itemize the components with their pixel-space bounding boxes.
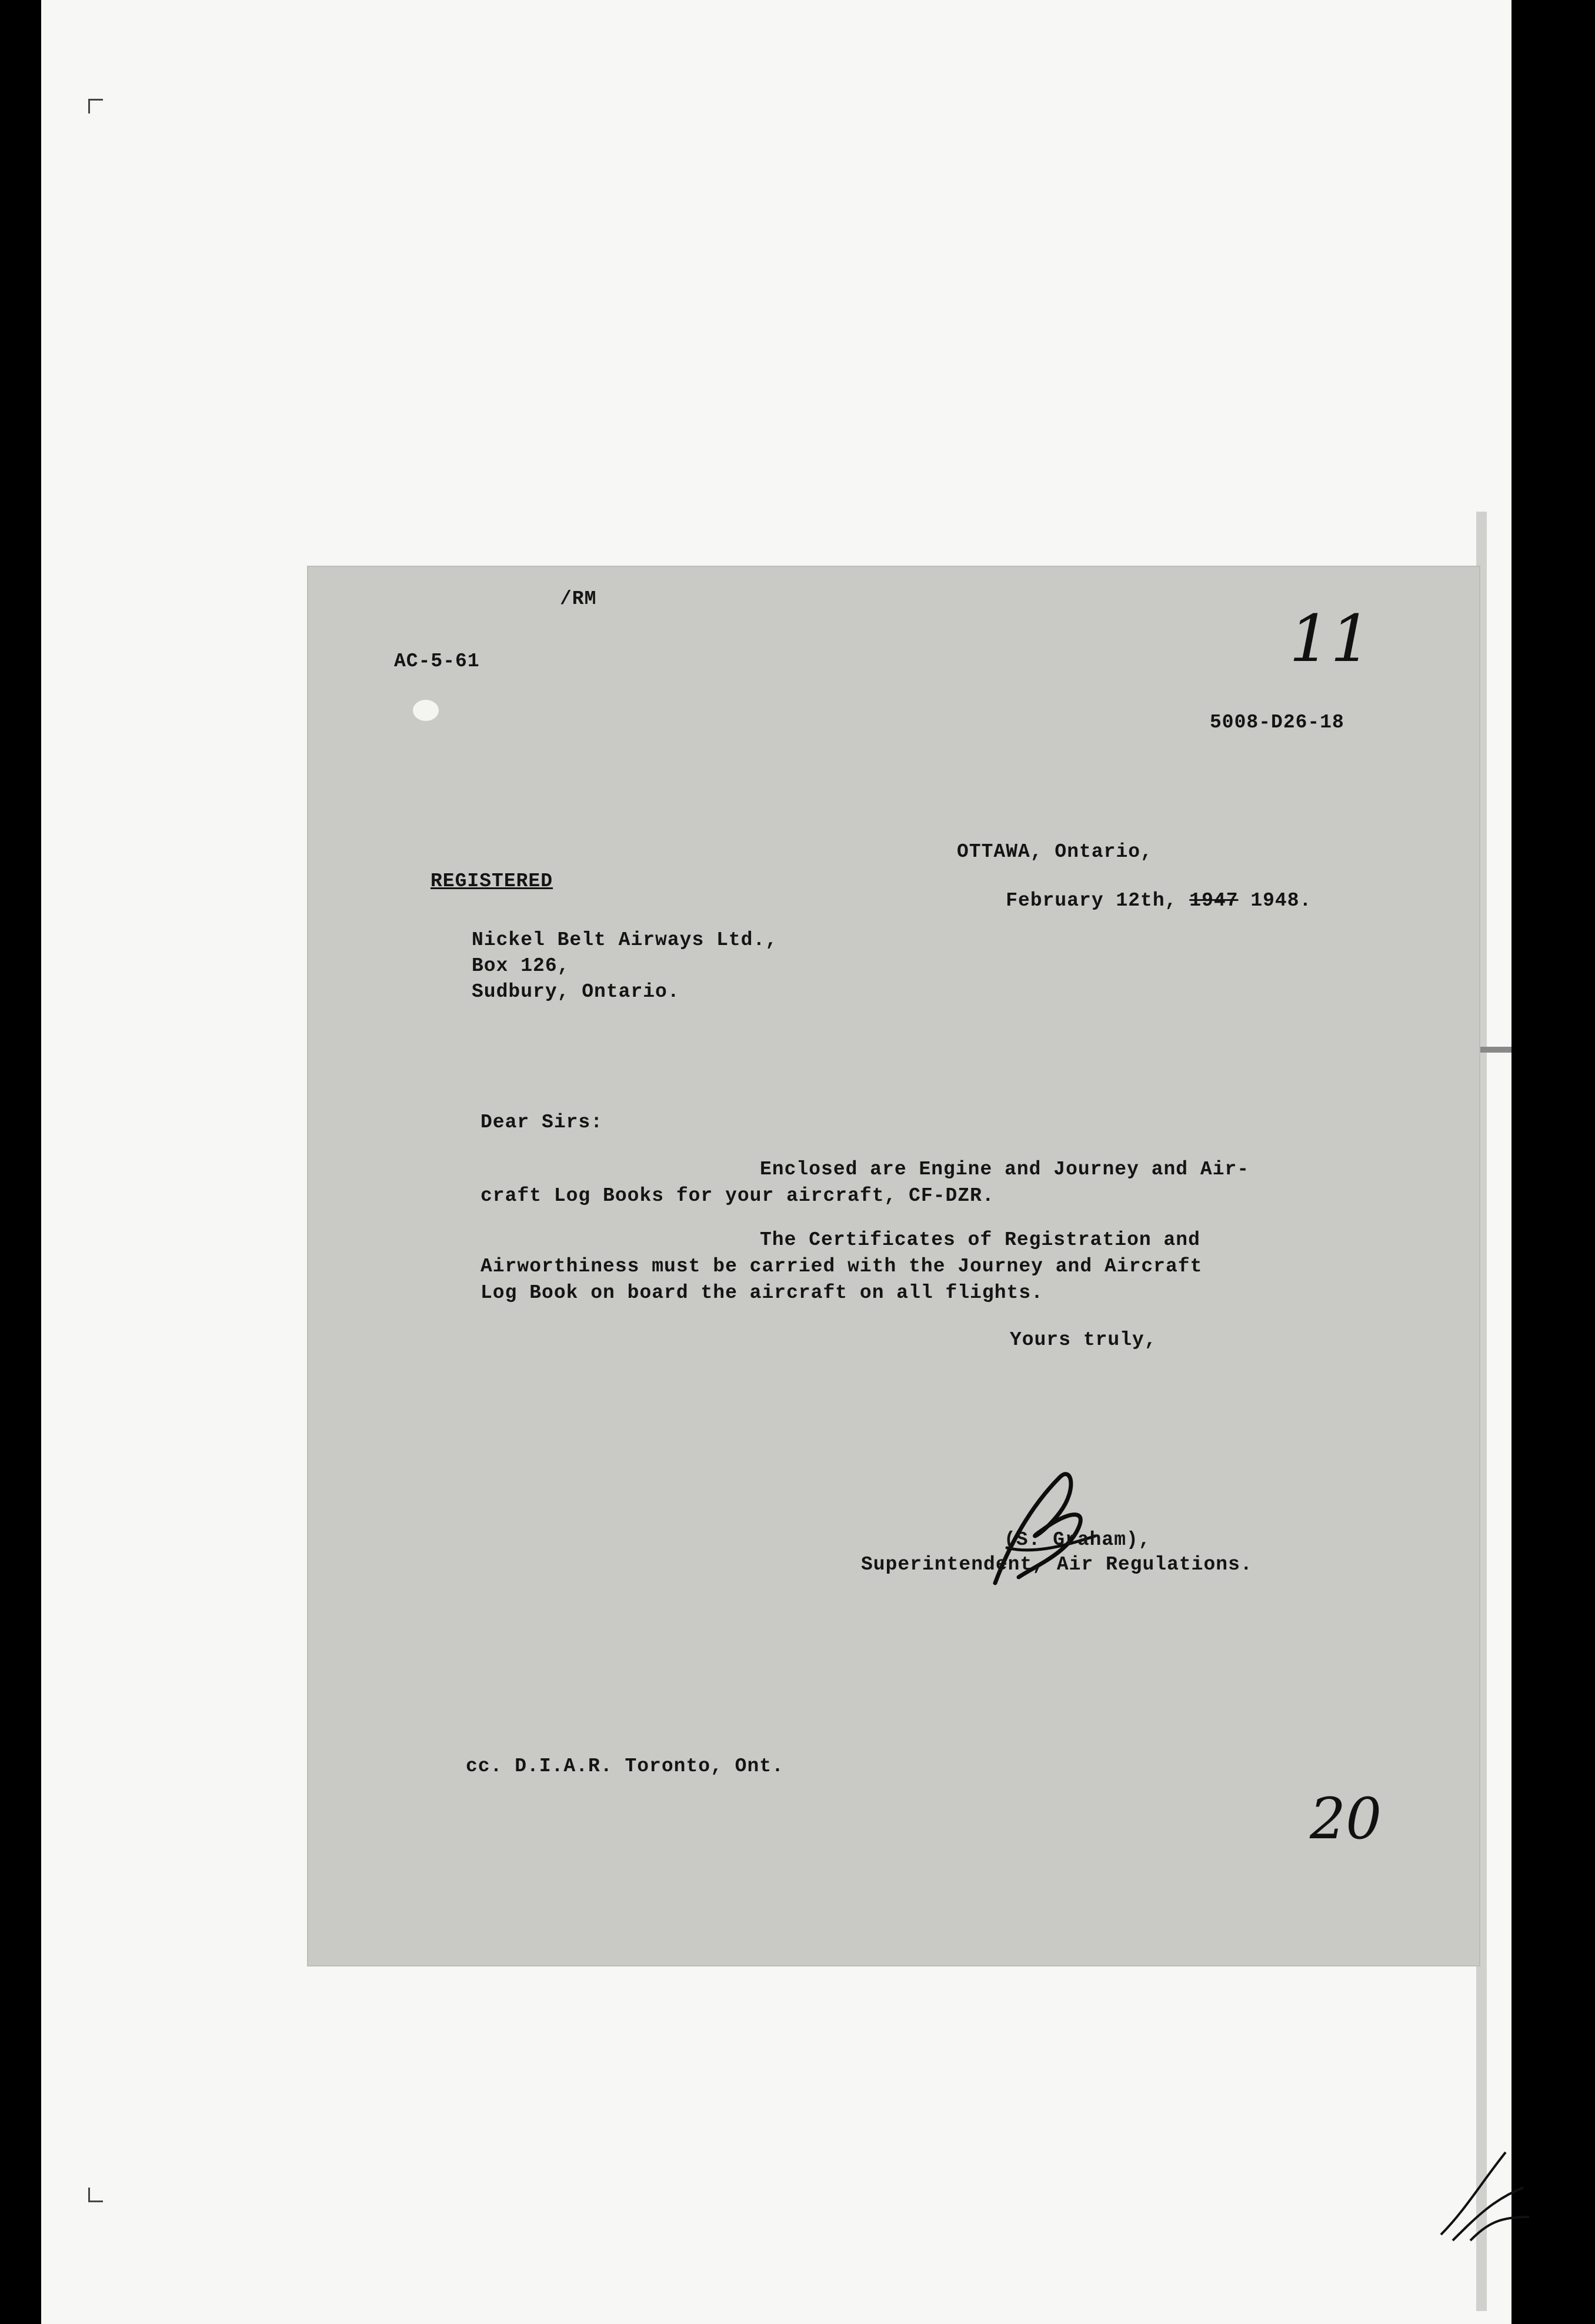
place: OTTAWA, Ontario, bbox=[957, 841, 1153, 863]
body-line: Enclosed are Engine and Journey and Air- bbox=[760, 1158, 1250, 1180]
signer-name: (S. Graham), bbox=[1004, 1529, 1151, 1551]
salutation: Dear Sirs: bbox=[480, 1111, 603, 1133]
typist-initials: /RM bbox=[560, 588, 597, 610]
handwritten-page-number: 20 bbox=[1310, 1786, 1382, 1852]
signer-title: Superintendent, Air Regulations. bbox=[861, 1554, 1253, 1575]
letter-sheet bbox=[307, 566, 1480, 1966]
body-line: Airworthiness must be carried with the Journey and Aircraft bbox=[480, 1256, 1203, 1277]
registered-label: REGISTERED bbox=[431, 870, 553, 892]
handwritten-folio: 11 bbox=[1289, 601, 1372, 676]
body-line: Log Book on board the aircraft on all flights. bbox=[480, 1282, 1043, 1304]
closing: Yours truly, bbox=[1010, 1329, 1157, 1351]
address-line: Box 126, bbox=[472, 955, 570, 977]
carbon-copy: cc. D.I.A.R. Toronto, Ont. bbox=[466, 1755, 784, 1777]
body-line: craft Log Books for your aircraft, CF-DZR. bbox=[480, 1185, 995, 1207]
address-line: Sudbury, Ontario. bbox=[472, 981, 680, 1003]
address-line: Nickel Belt Airways Ltd., bbox=[472, 929, 778, 951]
file-reference-right: 5008-D26-18 bbox=[1210, 712, 1344, 733]
underlying-sheet-bottom bbox=[1476, 1047, 1511, 1053]
date-line bbox=[957, 872, 1312, 930]
scan-hair-mark bbox=[1429, 2129, 1535, 2246]
date-struck-year: 1947 bbox=[1189, 890, 1239, 911]
crop-mark-top-left bbox=[88, 99, 103, 113]
file-reference-left: AC-5-61 bbox=[394, 650, 480, 672]
punch-hole bbox=[413, 700, 439, 721]
date-prefix: February 12th, bbox=[1006, 890, 1177, 911]
body-line: The Certificates of Registration and bbox=[760, 1229, 1200, 1251]
crop-mark-bottom-left bbox=[88, 2188, 103, 2202]
date-year: 1948. bbox=[1250, 890, 1312, 911]
